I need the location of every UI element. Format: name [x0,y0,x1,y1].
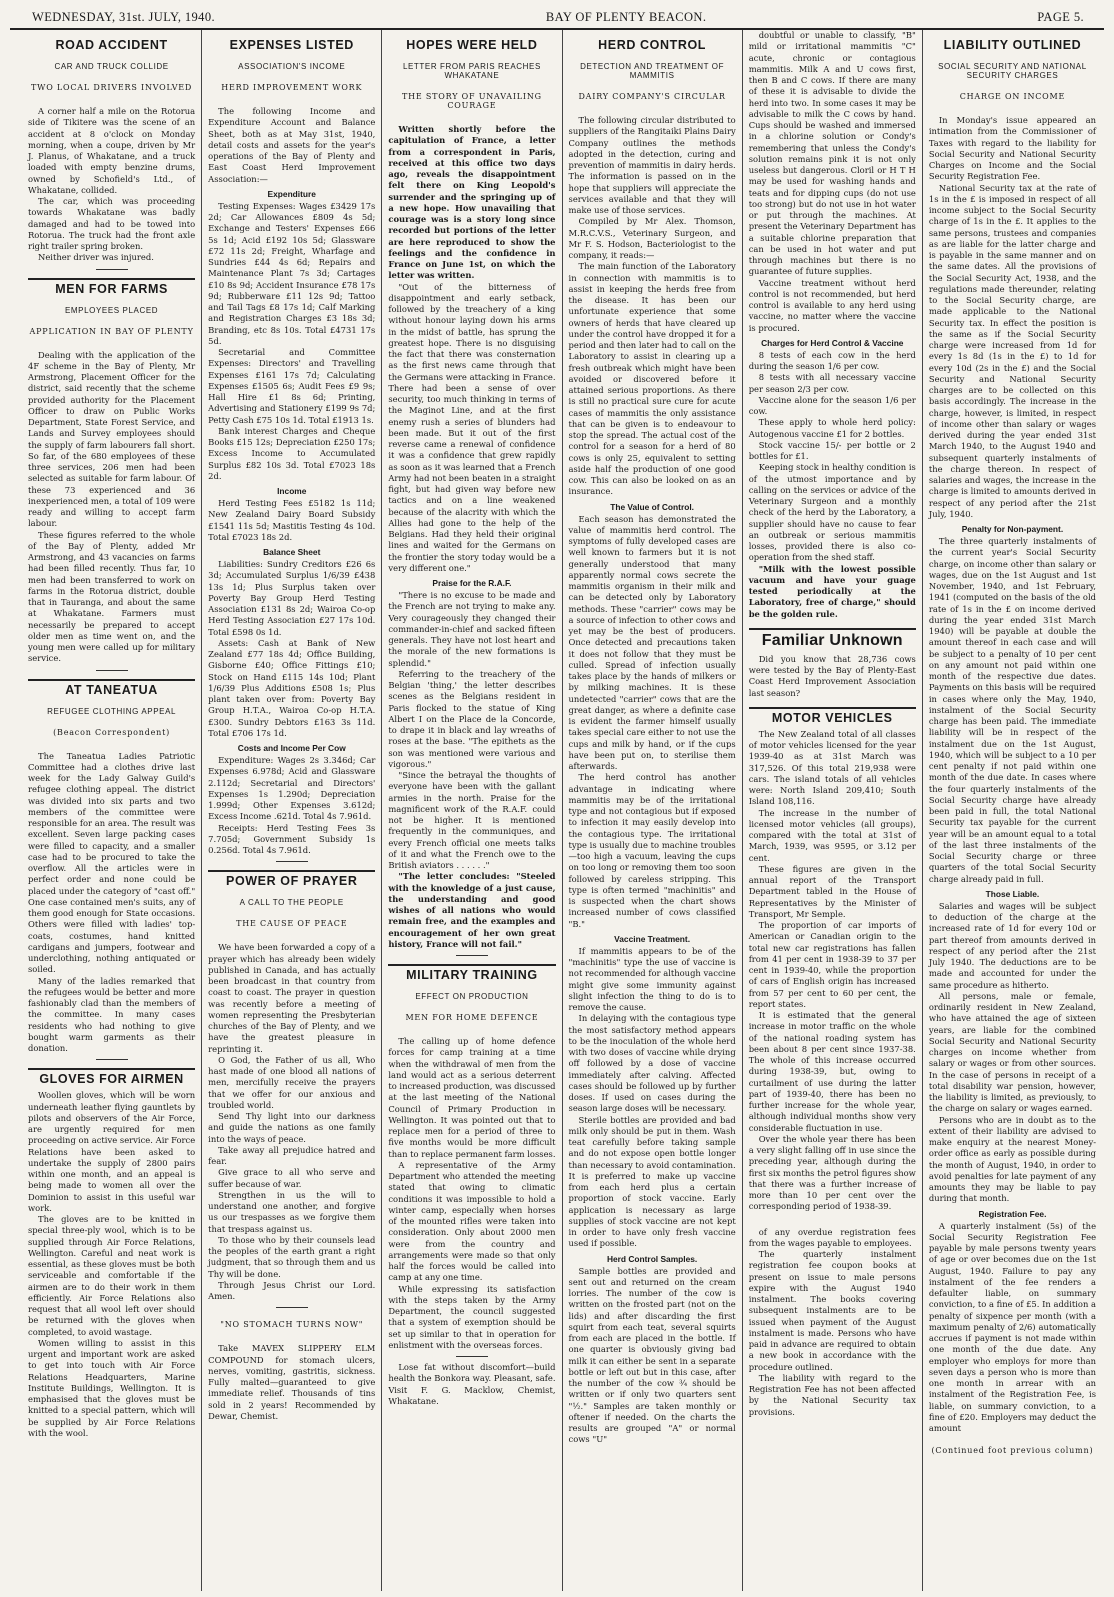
paragraph: Strengthen in us the will to understand one another, and forgive us our trespasses as we forgive them that trespass against us. [208,1189,376,1234]
section-heading: Balance Sheet [263,547,321,557]
article-headline: ROAD ACCIDENT [55,38,168,52]
paragraph: Receipts: Herd Testing Fees 3s 7.705d; Government Subsidy 1s 0.256d. Total 4s 7.961d. [208,822,376,855]
paragraph: Sterile bottles are provided and bad milk only should be put in them. Wash teat carefully before taking sample and do not expose open bottle longer than necessary to avoid contamination. It is preferred to make up vaccine from each herd plus a certain proportion of stock vaccine. Early application is necessary as large supplies of stock vaccine are not kept in order to have only fresh vaccine used if possible. [568,1114,736,1249]
paragraph: Through Jesus Christ our Lord. Amen. [208,1279,376,1301]
article-deck: TWO LOCAL DRIVERS INVOLVED [31,83,193,92]
paragraph: Give grace to all who serve and suffer because of war. [208,1167,376,1189]
paragraph: "Milk with the lowest possible vacuum and have your guage tested periodically at the Laboratory, free of charge," should be the golden rule. [748,563,916,619]
paragraph: The following circular distributed to suppliers of the Rangitaiki Plains Dairy Company outlines the methods adopted in the detection, curing and prevention of mammitis in dairy herds. The information is passed on in the hope that suppliers will appreciate the services available and that they will make use of those services. [568,115,736,215]
article-subheading: CAR AND TRUCK COLLIDE [54,62,169,71]
paragraph: Dealing with the application of the 4F scheme in the Bay of Plenty, Mr Armstrong, Placement Officer for the district, said recently that the scheme provided authority for the Placement Officer to draw on Public Works Department, State Forest Service, and Lands and Survey employees should the supply of farm labourers fall short. So far, of the 680 employees of these three services, 206 men had been selected as suitable for farm labour. Of these 73 experienced and 36 inexperienced men, a total of 109 were ready and willing to accept farm labour. [28,349,196,529]
article-deck: DAIRY COMPANY'S CIRCULAR [578,92,726,101]
article-headline: MOTOR VEHICLES [749,707,916,725]
paragraph: Lose fat without discomfort—build health the Bonkora way. Pleasant, safe. Visit F. G. Macklow, Chemist, Whakatane. [388,1362,556,1406]
article-subheading: EMPLOYEES PLACED [64,305,159,315]
paragraph: These apply to whole herd policy: Autogenous vaccine £1 for 2 bottles. [748,417,916,439]
section-heading: The Value of Control. [610,501,694,512]
paragraph: It is estimated that the general increase in motor traffic on the whole of the national roading system has been about 8 per cent since 1937-38. The whole of this increase occurred during 1938-39, but, owing to curtailment of use during the latter part of 1939-40, there has been no further increase for the whole year, although individual months show very considerable fluctuation in use. [748,1010,916,1133]
section-heading: Herd Control Samples. [606,1253,698,1264]
paragraph: These figures are given in the annual report of the Transport Department tabled in the House of Representatives by the Minister of Transport, Mr Semple. [748,863,916,919]
paragraph: National Security tax at the rate of 1s in the £ is imposed in respect of all income subject to the Social Security charge of 1s in the £. It applies to the same persons, trustees and companies as are liable for the latter charge and is payable in the same manner and on the same dates. All the provisions of the Social Security Act, 1938, and the regulations made thereunder, relating to the Social Security charge, are made applicable to the National Security tax. In effect the position is the same as if the Social Security charge were increased from 1d for every 1s 8d (1s in the £) to 1d for every 10d (2s in the £) and the Social Security and National Security charges are to be collected on this basis accordingly. The increase in the charge, however, is limited, in respect of income other than salary or wages derived during the year ended 31st March 1940, to the August 1940 and subsequent quarterly instalments of the charge thereon. In respect of salaries and wages, the increase in the charge is limited to amounts derived in respect of any period after the 21st July, 1940. [928,182,1097,519]
spacer [749,1213,916,1227]
paragraph: Over the whole year there has been a very slight falling off in use since the preceding year, although during the first six months the petrol figures show that there was a further increase of more than 10 per cent over the corresponding period of 1938-39. [748,1133,916,1212]
article-deck: "NO STOMACH TURNS NOW" [220,1320,364,1330]
paragraph: Herd Testing Fees £5182 1s 11d; New Zealand Dairy Board Subsidy £1541 11s 5d; Mastitis Testing 4s 10d. Total £7023 18s 2d. [208,498,376,542]
section-heading: Praise for the R.A.F. [432,578,512,588]
paragraph: While expressing its satisfaction with the steps taken by the Army Department, the council suggested that a system of exemption should be set up similar to that in operation for enlistment with the overseas forces. [388,1283,556,1350]
section-heading: Expenditure [267,188,316,199]
paragraph: Woollen gloves, which will be worn underneath leather flying gauntlets by pilots and observers of the Air Force, are urgently required for men proceeding on active service. Air Force Relations have been asked to undertake the supply of 2800 pairs within one month, and an appeal is being made to women all over the Dominion to assist in this useful war work. [28,1090,196,1213]
column-4 [563,30,743,1591]
paragraph: Persons who are in doubt as to the extent of their liability are advised to make enquiry at the nearest Money-order office as early as possible during the month of August, 1940, in order to avoid penalties for late payment of any amounts they may be liable to pay during that month. [928,1114,1097,1204]
article-headline: EXPENSES LISTED [229,38,354,52]
article-deck: APPLICATION IN BAY OF PLENTY [29,326,194,336]
paragraph: Women willing to assist in this urgent and important work are asked to get into touch with Air Force Relations Headquarters, Marine Institute Buildings, Wellington. It is emphasised that the gloves must be knitted to a special pattern, which will be supplied by Air Force Relations with the wool. [28,1337,196,1438]
article-subheading: LETTER FROM PARIS REACHES WHAKATANE [402,62,541,80]
divider-rule [456,955,488,956]
divider-rule [276,1307,308,1308]
paragraph: Secretarial and Committee Expenses: Directors' and Travelling Expenses £161 17s 7d; Calculating Expenses £1505 6s; Audit Fees £9 9s; Hall Hire £1 8s 6d; Printing, Advertising and Stationery £199 9s 7d; Petty Cash £75 10s 1d. Total £1913 1s. [208,347,376,425]
divider-rule [96,670,128,671]
paragraph: A representative of the Army Department who attended the meeting stated that owing to climatic conditions it was impossible to hold a winter camp, especially when horses of the mounted rifles were taken into consideration. Only about 2000 men were from the country and arrangements were made so that only half the forces would be called into camp at any one time. [388,1159,556,1283]
paragraph: Compiled by Mr Alex. Thomson, M.R.C.V.S., Veterinary Surgeon, and Mr F. S. Hodson, Bacteriologist to the company, it reads:— [568,216,736,260]
paragraph: Take MAVEX SLIPPERY ELM COMPOUND for stomach ulcers, nerves, vomiting, gastritis, sickness. Fully malted—guaranteed to give immediate relief. Thousands of tins sold in 2 years! Recommended by Dewar, Chemist. [208,1343,376,1421]
divider-rule [96,269,128,270]
paragraph: Liabilities: Sundry Creditors £26 6s 3d; Accumulated Surplus 1/6/39 £438 13s 1d; Plus Surplus taken over Poverty Bay Group Herd Testing Association £131 8s 2d; Wairoa Co-op Herd Testing Association £27 17s 10d. Total £598 0s 1d. [208,559,376,637]
column-6 [923,30,1102,1591]
paragraph: The car, which was proceeding towards Whakatane was badly damaged and had to be towed into Rotorua. The truck had the front axle right trailer spring broken. [28,196,196,251]
article-deck: HERD IMPROVEMENT WORK [221,83,363,92]
article-deck: THE CAUSE OF PEACE [236,919,348,929]
paragraph: In Monday's issue appeared an intimation from the Commissioner of Taxes with regard to the liability for Social Security and National Security Charges on Income and the Social Security Registration Fee. [928,115,1097,182]
masthead-date: WEDNESDAY, 31st. JULY, 1940. [32,10,216,24]
paragraph: Assets: Cash at Bank of New Zealand £77 18s 4d; Office Building, Gisborne £40; Office Fittings £10; Stock on Hand £115 14s 10d; Plant 1/6/39 Plus Additions £508 1s; Plus plant taken over from: Poverty Bay Group H.T.A., Wairoa Co-op H.T.A. £300. Sundry Debtors £163 3s 11d. Total £706 17s 1d. [208,637,376,738]
article-headline: HERD CONTROL [598,38,707,52]
paragraph: Referring to the treachery of the Belgian 'thing,' the letter describes scenes as the Belgians resident in Paris flocked to the statue of King Albert I on the Place de la Concorde, to drape it in black and lay wreaths of roses at the base. "The epithets as the son was mentioned were various and vigorous." [388,668,556,769]
paragraph: Written shortly before the capitulation of France, a letter from a correspondent in Paris, received at this office two days ago, reveals the disappointment felt there on King Leopold's surrender and the springing up of a new hope. How unavailing that courage was is a story long since recorded but portions of the letter are here reproduced to show the feelings and the confidence in France on June 1st, on which the letter was written. [388,124,556,281]
divider-rule [276,861,308,862]
article-headline: POWER OF PRAYER [208,870,375,888]
paragraph: The Taneatua Ladies Patriotic Committee had a clothes drive last week for the Lady Galway Guild's refugee clothing appeal. The district was divided into six parts and two members of the committee were responsible for an area. The result was excellent. Seven large packing cases were filled to capacity, and a smaller case had to be procured to take the overflow. All the articles were in perfect order and none could be placed under the category of "cast off." One case contained men's suits, any of them good enough for State occasions. Others were filled with ladies' top-coats, costumes, hand knitted cardigans and jumpers, footwear and underclothing, nothing antiquated or soiled. [28,750,196,975]
paragraph: The calling up of home defence forces for camp training at a time when the withdrawal of men from the land would act as a serious deterrent to increased production, was discussed at the last meeting of the National Council of Primary Production in Wellington. It was pointed out that to replace men for a period of three to five months would be more difficult than to replace permanent farm losses. [388,1036,556,1159]
paragraph: The herd control has another advantage in indicating where mammitis may be of the irritational type and not contagious but if exposed to infection it may easily develop into the contagious type. The irritational type is usually due to machine troubles—too high a vacuum, leaving the cups on too long or removing them too soon followed by careless stripping. This type is often termed "machinitis" and is suspected when the chart shows increased number of cows classified "B." [568,772,736,929]
paragraph: In delaying with the contagious type the most satisfactory method appears to be the inoculation of the whole herd with two doses of vaccine while drying off followed by a dose of vaccine immediately after calving. Affected cases should be followed up by further doses. If used on cases during the season large doses will be necessary. [568,1013,736,1114]
article-headline: MEN FOR FARMS [28,278,195,296]
paragraph: Keeping stock in healthy condition is of the utmost importance and by calling on the services or advice of the Veterinary Surgeon and a monthly check of the herd by the Laboratory, a supplier should have no cause to fear an outbreak or serious mammitis losses, provided there is also co-operation from the shed staff. [748,462,916,563]
article-subheading: DETECTION AND TREATMENT OF MAMMITIS [580,62,725,80]
paragraph: Vaccine alone for the season 1/6 per cow. [748,394,916,416]
paragraph: These figures referred to the whole of the Bay of Plenty, added Mr Armstrong, and 43 vacancies on farms had been filled recently. Thus far, 10 men had been transferred to work on farms in the Rotorua district, double that in Tauranga, and about the same at Whakatane. Farmers must necessarily be prepared to accept older men as time went on, and the young men were called up for military service. [28,529,196,664]
section-heading: Charges for Herd Control & Vaccine [761,337,904,348]
paragraph: Sample bottles are provided and sent out and returned on the cream lorries. The number of the cow is written on the frosted part (not on the lids) and after discarding the first squirt from each teat, several squirts from each are placed in the bottle. If one quarter is obviously giving bad milk it can either be sent in a separate bottle or left out but in this case, after the number of the cow ¾ should be written or if only two quarters sent "½." Samples are taken monthly or oftener if needed. On the charts the results are grouped "A" or normal cows "U" [568,1265,736,1445]
article-deck: (Beacon Correspondent) [53,727,171,737]
paragraph: The liability with regard to the Registration Fee has not been affected by the National Security tax provisions. [748,1372,916,1417]
section-heading: Costs and Income Per Cow [237,743,346,753]
paragraph: The main function of the Laboratory in connection with mammitis is to assist in keeping the herds free from the disease. It has been our unfortunate experience that some owners of herds that have cleared up under the control have dropped it for a period and then later had to call on the Laboratory to assist in clearing up a fresh outbreak which might have been avoided or discovered before it attained serious proportions. As there is still no practical sure cure for acute cases of mammitis the only assistance that can be given is to endeavour to stop the spread. The actual cost of the control for a season for a herd of 80 cows is only 25, equivalent to setting aside half the production of one good cow. This can also be looked on as an insurance. [568,261,736,497]
paragraph: Each season has demonstrated the value of mammitis herd control. The symptoms of fully developed cases are well known to farmers but it is not generally understood that many apparently normal cows secrete the mammitis organism in their milk and can be detected only by Laboratory methods. These "carrier" cows may be a source of infection to other cows and yet may be the best of producers. Once detected and precautions taken it does not follow that they must be culled. Spread of infection usually takes place by the hands of milkers or by milking machines. It is these undetected "carrier" cows that are the great danger, as where a definite case is evident the farmer himself usually takes special care either to not use the cups and milk by hand, or if the cups have been put on, to sterilise them afterwards. [568,513,736,771]
paragraph: The quarterly instalment registration fee coupon books at present on issue to male persons expire with the August 1940 instalment. The books covering subsequent instalments are to be issued when payment of the August instalment is made. Persons who have paid in advance are required to obtain a new book in accordance with the procedure outlined. [748,1249,916,1372]
column-5 [743,30,923,1591]
paragraph: The proportion of car imports of American or Canadian origin to the total new car registrations has fallen from 41 per cent in 1938-39 to 37 per cent in 1939-40, while the proportion of cars of English origin has increased from 57 per cent to 60 per cent, the report states. [748,920,916,1009]
paragraph: "Since the betrayal the thoughts of everyone have been with the gallant armies in the north. Praise for the magnificent work of the R.A.F. could not be higher. It is mentioned frequently in the communiques, and every French official one meets talks of it and what the French owe to the British aviators . . . . . ." [388,770,556,870]
article-headline: MILITARY TRAINING [388,964,555,982]
paragraph: The increase in the number of licensed motor vehicles (all groups), compared with the total at 31st of March, 1939, was 9595, or 3.12 per cent. [748,807,916,863]
paragraph: "There is no excuse to be made and the French are not trying to make any. Very courageously they changed their commander-in-chief and sacked fifteen generals. They have not lost heart and the morale of the new formations is splendid." [388,590,556,668]
paragraph: 8 tests with all necessary vaccine per season 2/3 per cow. [748,372,916,394]
paragraph: Vaccine treatment without herd control is not recommended, but herd control is available to any herd using vaccine, no matter where the vaccine is procured. [748,277,916,333]
section-heading: Penalty for Non-payment. [961,524,1064,534]
article-deck: MEN FOR HOME DEFENCE [405,1013,539,1022]
article-subheading: EFFECT ON PRODUCTION [415,992,529,1001]
column-2 [202,30,382,1591]
article-subheading: ASSOCIATION'S INCOME [238,62,346,71]
column-3 [382,30,562,1591]
article-subheading: SOCIAL SECURITY AND NATIONAL SECURITY CHARGES [938,62,1087,80]
section-heading: Income [277,486,307,496]
article-headline: GLOVES FOR AIRMEN [28,1068,195,1086]
paragraph: Bank interest Charges and Cheque Books £15 12s; Depreciation £250 17s; Excess Income to Accumulated Surplus £82 10s 3d. Total £7023 18s 2d. [208,425,376,481]
paragraph: Take away all prejudice hatred and fear. [208,1144,376,1166]
paragraph: Many of the ladies remarked that the refugees would be better and more fashionably clad than the members of the committee. In many cases residents who had nothing to give bought warm garments as their donation. [28,975,196,1053]
paragraph: Stock vaccine 15/- per bottle or 2 bottles for £1. [748,439,916,461]
column-container [22,30,1102,1591]
paragraph: "The letter concludes: "Steeled with the knowledge of a just cause, the understanding and good wishes of all nations who would remain free, and the examples and encouragement of her own great history, France will not fail." [388,871,556,949]
paragraph: The gloves are to be knitted in special three-ply wool, which is to be supplied through Air Force Relations, Wellington. Careful and neat work is essential, as these gloves must be both serviceable and comfortable if the airmen are to do their work in them efficiently. Air Force Relations also request that all wool left over should be returned with the gloves when completed, to avoid wastage. [28,1214,196,1337]
paragraph: The three quarterly instalments of the current year's Social Security charge, on income other than salary or wages, due on the 1st August and 1st November, 1940, and 1st February, 1941 (computed on the basis of the old rate of 1s in the £ on income derived during the year ended 31st March 1940) will be payable at double the amount thereof in each case and will be subject to a penalty of 10 per cent on any amount not paid within one month of the respective due dates. Payments on this basis will be required in cases where only the May, 1940, instalment of the Social Security charge has been paid. The immediate liability will be in respect of the instalment due on the 1st August, 1940, which will be subject to a 10 per cent penalty if not paid within one month of the due date. In cases where the four quarterly instalments of the Social Security charge have already been paid in full, the total National Security tax payable for the current year will be an amount equal to a total of the last three instalments of the Social Security charge or three quarters of the total Social Security charge already paid in full. [928,536,1097,884]
article-deck: (Continued foot previous column) [931,1446,1094,1456]
article-subheading: A CALL TO THE PEOPLE [239,898,344,908]
paragraph: All persons, male or female, ordinarily resident in New Zealand, who have attained the age of sixteen years, are liable for the combined Social Security and National Security charges on income whether from salary or wages or from other sources. In the case of persons in receipt of a total disability war pension, however, the liability is limited, as previously, to the charge on salary or wages earned. [928,990,1097,1114]
paragraph: The following Income and Expenditure Account and Balance Sheet, both as at May 31st, 1940, detail costs and assets for the year's operations of the Bay of Plenty and East Coast Herd Improvement Association:— [208,106,376,184]
article-headline: AT TANEATUA [28,679,195,697]
paragraph: doubtful or unable to classify, "B" mild or irritational mammitis "C" acute, chronic or contagious mammitis. Milk A and U cows first, then B and C cows. If there are many of these it is advisable to divide the herd into two. In some cases it may be advisable to milk the C cows by hand. Cups should be washed and immersed in a chlorine solution or Condy's remembering that unless the Condy's solution remains pink it is not only useless but dangerous. Cloril or H T H may be used for washing hands and teats and for dipping cups (do not use too strong) but do not use in hot water or put through the machines. At present the Veterinary Department has a suitable chlorine preparation that can be used in hot water and put through machines but there is no guarantee of future supplies. [748,30,916,277]
article-subheading: REFUGEE CLOTHING APPEAL [47,706,177,716]
column-1 [22,30,202,1591]
divider-rule [456,1356,488,1357]
paragraph: Send Thy light into our darkness and guide the nations as one family into the ways of peace. [208,1111,376,1144]
paragraph: Did you know that 28,736 cows were tested by the Bay of Plenty-East Coast Herd Improvement Association last season? [748,653,916,698]
paragraph: To those who by their counsels lead the peoples of the earth grant a right judgment, that so through them and us Thy will be done. [208,1234,376,1279]
article-headline: HOPES WERE HELD [406,38,538,52]
masthead-title: BAY OF PLENTY BEACON. [545,10,707,24]
article-deck: THE STORY OF UNAVAILING COURAGE [401,92,542,110]
paragraph: 8 tests of each cow in the herd during the season 1/6 per cow. [748,349,916,371]
masthead [10,8,1104,30]
article-deck: CHARGE ON INCOME [959,92,1066,101]
paragraph: A quarterly instalment (5s) of the Social Security Registration Fee payable by male persons twenty years of age or over becomes due on the 1st August, 1940. Failure to pay any instalment of the fee renders a defaulter liable, on summary conviction, to a fine of £5. In addition a penalty of sixpence per month (with a maximum penalty of 2/6) automatically accrues if payment is not made within one month of the due date. Any employer who employs for more than seven days a person who is more than one month in arrear with an instalment of the Registration Fee, is liable, on summary conviction, to a fine of £20. Employers may deduct the amount [928,1220,1097,1433]
divider-rule [96,1059,128,1060]
paragraph: O God, the Father of us all, Who hast made of one blood all nations of men, mercifully receive the prayers that we offer for our anxious and troubled world. [208,1054,376,1110]
paragraph: "Out of the bitterness of disappointment and early setback, followed by the treachery of a king without honour laying down his arms in the midst of battle, has sprung the greatest hope. There is no disguising the fact that there was consternation as the first news came through that the Germans were attacking in France. There had been a sense of over security, too much thinking in terms of the Maginot Line, and at the first enemy rush a series of blunders had been made. But it out of the first reverse came a renewal of confidence it was a confidence that grew rapidly as soon as it was learned that a French Army had not been beaten in a straight fight, but had given way before new tactics and on a line weakened because of the alacrity with which the Allies had gone to the help of the Belgians. Had they held their original lines and waited for the Germans on the frontier the story today would be a very different one." [388,281,556,573]
paragraph: If mammitis appears to be of the "machinitis" type the use of vaccine is not recommended for although vaccine might give some immunity against slight infection the thing to do is to remove the cause. [568,945,736,1012]
article-headline: LIABILITY OUTLINED [943,38,1082,52]
section-heading: Registration Fee. [978,1208,1047,1219]
paragraph: Testing Expenses: Wages £3429 17s 2d; Car Allowances £809 4s 5d; Exchange and Testers' Expenses £66 5s 1d; Acid £192 10s 5d; Glassware £72 11s 2d; Freight, Wharfage and Sundries £44 4s 6d; Repairs and Maintenance Plant 7s 3d; Cartages £10 8s 9d; Accident Insurance £78 17s 9d; Rubberware £11 12s 9d; Tattoo and Tail Tags £8 17s 1d; Calf Marking and Registration Charges £3 18s 3d; Branding, etc 8s 10s. Total £4731 17s 5d. [208,200,376,346]
section-heading: Those Liable. [985,888,1040,899]
masthead-page-number: PAGE 5. [1037,10,1084,24]
article-headline: Familiar Unknown [749,628,916,650]
section-heading: Vaccine Treatment. [614,933,691,944]
paragraph: Salaries and wages will be subject to deduction of the charge at the increased rate of 1d for every 10d or part thereof from amounts derived in respect of any period after the 21st July 1940. The deductions are to be made and accounted for under the same procedure as hitherto. [928,900,1097,990]
paragraph: The New Zealand total of all classes of motor vehicles licensed for the year 1939-40 as at 31st March was 317,526. Of this total 219,938 were cars. The island totals of all vehicles were: North Island 209,410; South Island 108,116. [748,728,916,807]
paragraph: We have been forwarded a copy of a prayer which has already been widely published in Canada, and has actually been broadcast in that country from coast to coast. The prayer in question was recently before a meeting of women representing the Presbyterian churches of the Bay of Plenty, and we have the greatest pleasure in reprinting it. [208,942,376,1054]
paragraph: Expenditure: Wages 2s 3.346d; Car Expenses 6.978d; Acid and Glassware 2.112d; Secretarial and Directors' Expenses 1s 1.290d; Depreciation 1.999d; Other Expenses 3.612d; Excess Income .621d. Total 4s 7.961d. [208,755,376,822]
paragraph: A corner half a mile on the Rotorua side of Tikitere was the scene of an accident at 8 o'clock on Monday morning, when a coupe, driven by Mr J. Planus, of Whakatane, and a truck loaded with empty benzine drums, owned by Schofield's Ltd., of Whakatane, collided. [28,106,196,195]
paragraph: of any overdue registration fees from the wages payable to employees. [748,1226,916,1248]
paragraph: Neither driver was injured. [38,252,154,263]
